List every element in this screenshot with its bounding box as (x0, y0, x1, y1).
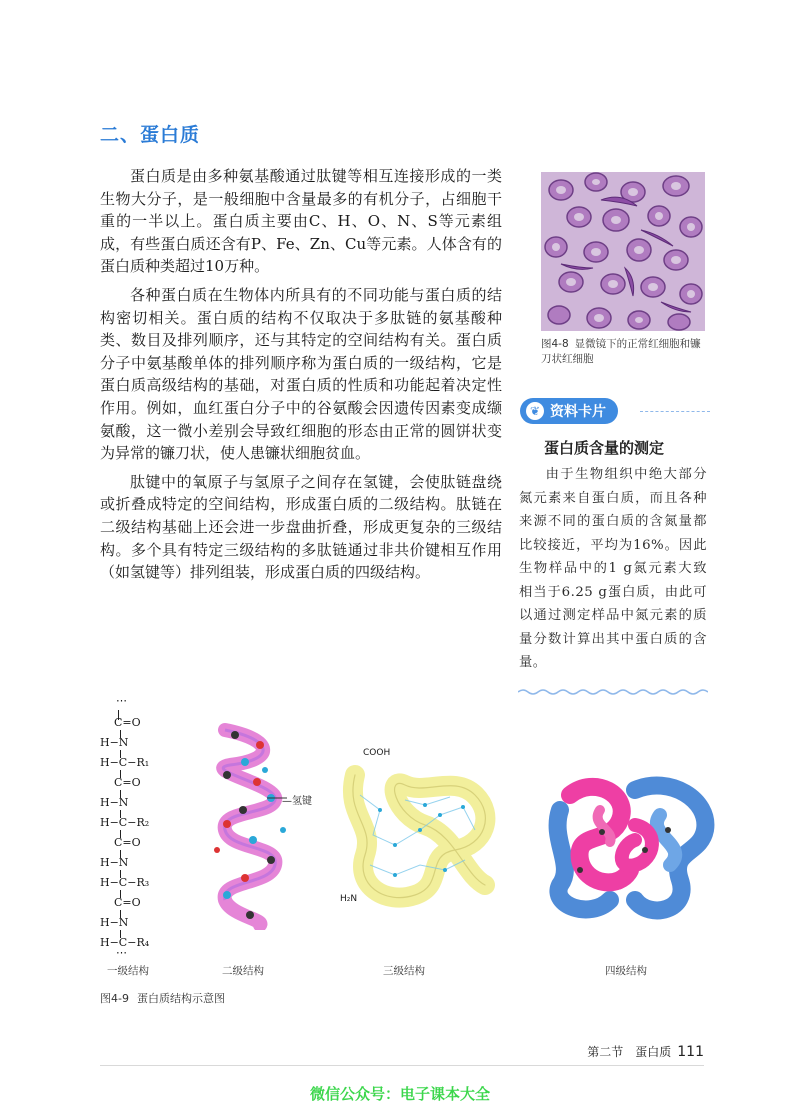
chain-co-3: C=O (114, 836, 141, 849)
info-card-label: 资料卡片 (550, 404, 606, 420)
paragraph-3: 肽键中的氧原子与氢原子之间存在氢键，会使肽链盘绕或折叠成特定的空间结构，形成蛋白质的二级结构。肽链在二级结构基础上还会进一步盘曲折叠，形成更复杂的三级结构。多个具有特定三级结构的多肽链通过非共价键相互作用（如氢键等）排列组装，形成蛋白质的四级结构。 (100, 472, 502, 582)
primary-structure-chain (92, 694, 167, 959)
secondary-structure-helix (205, 720, 305, 930)
info-card-pill (520, 398, 618, 424)
figure-number: 图4-8 (541, 338, 569, 350)
figure-caption-text: 显微镜下的正常红细胞和镰刀状红细胞 (541, 338, 701, 365)
wave-divider (518, 688, 708, 696)
tertiary-structure (335, 755, 505, 915)
chain-hn-2: H−N (100, 796, 129, 809)
quaternary-structure (540, 770, 720, 920)
hydrogen-bond-text: 氢键 (292, 796, 312, 807)
chain-hn-3: H−N (100, 856, 129, 869)
figure-4-8-caption (541, 337, 711, 367)
h2n-label: H₂N (340, 894, 358, 904)
chain-dots-bottom: ⋯ (116, 946, 127, 959)
figure-number: 图4-9 (100, 992, 129, 1005)
paragraph-1: 蛋白质是由多种氨基酸通过肽键等相互连接形成的一类生物大分子，是一般细胞中含量最多的有机分子，占细胞干重的一半以上。蛋白质主要由C、H、O、N、S等元素组成，有些蛋白质还含有P、Fe、Zn、Cu等元素。人体含有的蛋白质种类超过10万种。 (100, 167, 502, 276)
micrograph-image (541, 172, 705, 331)
wechat-watermark: 微信公众号：电子课本大全 (309, 1085, 490, 1103)
chain-r2: H−C−R₂ (100, 816, 150, 829)
chain-co-1: C=O (114, 716, 141, 729)
chain-co-2: C=O (114, 776, 141, 789)
section-title: 二、蛋白质 (100, 124, 201, 146)
divider (640, 411, 710, 412)
footer-section: 第二节 蛋白质 (587, 1045, 672, 1059)
hydrogen-bond-label: —氢键 (282, 796, 312, 807)
chain-r4: H−C−R₄ (100, 936, 150, 949)
chain-hn-1: H−N (100, 736, 129, 749)
red-blood-cell-micrograph (541, 172, 705, 331)
chain-dots-top: ⋯ (116, 694, 127, 707)
cooh-label: COOH (363, 748, 391, 758)
info-card-body (519, 463, 707, 675)
chain-co-4: C=O (114, 896, 141, 909)
sublabel-primary: 一级结构 (107, 965, 149, 977)
sublabel-secondary: 二级结构 (222, 965, 264, 977)
paragraph-2: 各种蛋白质在生物体内所具有的不同功能与蛋白质的结构密切相关。蛋白质的结构不仅取决于多肽链的氨基酸种类、数目及排列顺序，还与其特定的空间结构有关。蛋白质分子中氨基酸单体的排列顺序称为蛋白质的一级结构，它是蛋白质高级结构的基础，对蛋白质的性质和功能起着决定性作用。例如，血红蛋白分子中的谷氨酸会因遗传因素变成缬氨酸，这一微小差别会导致红细胞的形态由正常的圆饼状变为异常的镰刀状，使人患镰状细胞贫血。 (100, 285, 502, 463)
chain-r1: H−C−R₁ (100, 756, 150, 769)
page-number: 111 (677, 1044, 704, 1060)
info-card-title: 蛋白质含量的测定 (544, 439, 665, 457)
main-text (100, 165, 502, 590)
book-icon: ❦ (526, 402, 544, 420)
chain-r3: H−C−R₃ (100, 876, 150, 889)
info-card-header (520, 398, 710, 426)
chain-hn-4: H−N (100, 916, 129, 929)
footer-rule (100, 1065, 704, 1066)
sublabel-quaternary: 四级结构 (605, 965, 647, 977)
figure-4-9-caption (100, 990, 225, 1006)
page-footer (587, 1043, 704, 1060)
figure-caption-text: 蛋白质结构示意图 (136, 992, 225, 1005)
info-card-text: 由于生物组织中绝大部分氮元素来自蛋白质，而且各种来源不同的蛋白质的含氮量都比较接近，平均为16%。因此生物样品中的1 g氮元素大致相当于6.25 g蛋白质，由此可以通过测定样品中氮元素的质量分数计算出其中蛋白质的含量。 (519, 467, 707, 670)
sublabel-tertiary: 三级结构 (383, 965, 425, 977)
